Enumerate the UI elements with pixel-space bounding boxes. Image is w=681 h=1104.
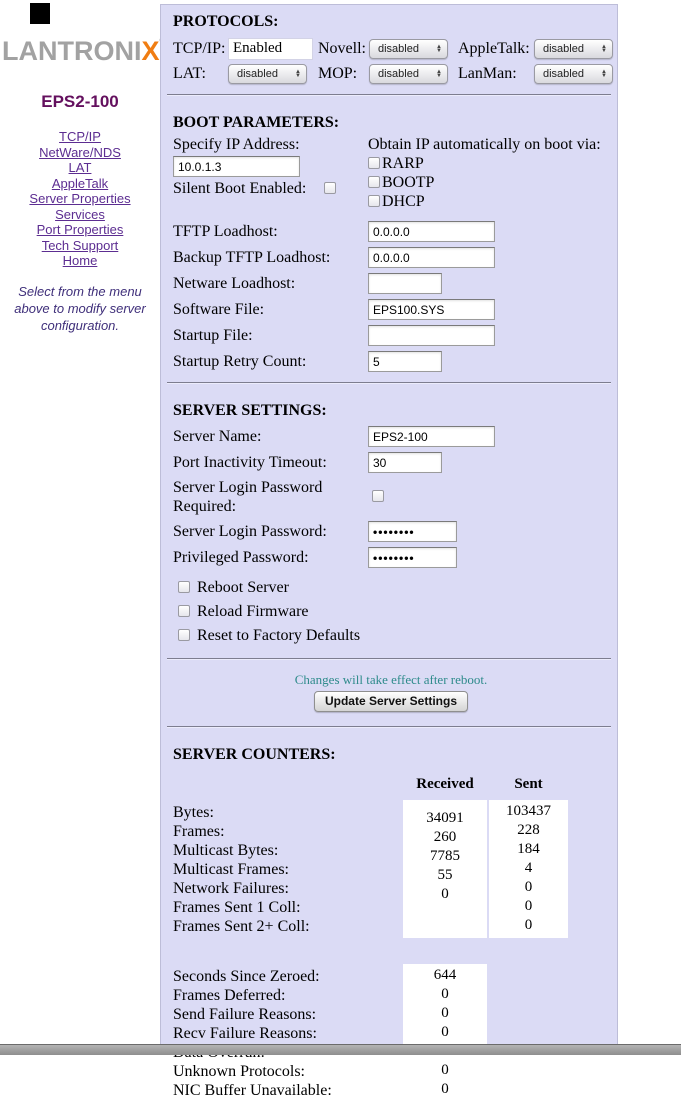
privileged-password-input[interactable]	[368, 547, 457, 568]
zeroed-value: 0	[441, 1062, 449, 1078]
obtain-ip-label: Obtain IP automatically on boot via:	[368, 136, 601, 153]
password-required-label: Server Login Password Required:	[173, 479, 323, 515]
reload-firmware-row	[178, 600, 609, 624]
settings-title: SERVER SETTINGS:	[173, 402, 327, 419]
boot-fields	[173, 221, 609, 372]
counter-labels	[161, 964, 617, 1100]
zeroed-values-box	[403, 964, 487, 1104]
startup-file-label: Startup File:	[173, 326, 253, 344]
sent-value: 0	[524, 898, 533, 914]
lanman-select-value: disabled	[543, 68, 584, 80]
server-name-label: Server Name:	[173, 427, 262, 445]
netware-loadhost-label: Netware Loadhost:	[173, 274, 296, 292]
sent-value: 103437	[506, 803, 551, 819]
sidebar-item-port-properties[interactable]: Port Properties	[36, 222, 124, 237]
tftp-loadhost-input[interactable]	[368, 221, 495, 242]
tcpip-status-field[interactable]: Enabled	[228, 38, 313, 60]
counter-label: Frames Sent 1 Coll:	[173, 899, 301, 916]
select-arrows-icon: ▲ ▼	[436, 43, 442, 54]
dhcp-checkbox[interactable]	[368, 195, 380, 207]
silent-boot-label: Silent Boot Enabled:	[173, 180, 307, 197]
dhcp-option	[368, 192, 609, 211]
sidebar-item-tech-support[interactable]: Tech Support	[41, 237, 119, 253]
counter-label: Frames Deferred:	[173, 987, 286, 1004]
startup-file-input[interactable]	[368, 325, 495, 346]
bootp-checkbox[interactable]	[368, 176, 380, 188]
lat-label: LAT:	[173, 65, 206, 82]
appletalk-select[interactable]	[534, 39, 613, 59]
bootp-option	[368, 173, 609, 192]
section-server-settings	[161, 394, 617, 648]
received-value: 34091	[426, 810, 464, 826]
settings-fields	[173, 426, 609, 568]
rarp-label: RARP	[382, 155, 424, 172]
password-required-checkbox[interactable]	[372, 490, 384, 502]
sent-value: 228	[517, 822, 540, 838]
rarp-checkbox[interactable]	[368, 157, 380, 169]
specify-ip-label: Specify IP Address:	[173, 136, 300, 153]
window-bottom-bar	[0, 1044, 681, 1055]
counter-label: Recv Failure Reasons:	[173, 1025, 317, 1042]
netware-loadhost-input[interactable]	[368, 273, 442, 294]
novell-select[interactable]	[369, 39, 448, 59]
sidebar-nav	[0, 129, 160, 269]
reboot-server-label: Reboot Server	[197, 579, 289, 596]
server-name-input[interactable]	[368, 426, 495, 447]
counters-block-1	[161, 800, 617, 938]
reload-firmware-checkbox[interactable]	[178, 605, 190, 617]
silent-boot-row	[173, 180, 368, 198]
backup-tftp-loadhost-label: Backup TFTP Loadhost:	[173, 248, 331, 266]
sidebar-item-lat[interactable]: LAT	[68, 160, 92, 175]
zeroed-value: 0	[441, 1005, 449, 1021]
server-login-password-input[interactable]	[368, 521, 457, 542]
port-inactivity-timeout-label: Port Inactivity Timeout:	[173, 453, 327, 471]
mop-select-value: disabled	[378, 68, 419, 80]
select-arrows-icon: ▲ ▼	[295, 68, 301, 79]
section-boot-parameters	[161, 106, 617, 372]
lat-select[interactable]	[228, 64, 307, 84]
rarp-option	[368, 154, 609, 173]
counter-label: Unknown Protocols:	[173, 1063, 305, 1080]
received-values-box	[403, 800, 487, 938]
zeroed-value: 0	[441, 1081, 449, 1097]
sidebar	[0, 0, 160, 1055]
software-file-label: Software File:	[173, 300, 265, 318]
tcpip-label: TCP/IP:	[173, 40, 226, 57]
protocols-grid	[173, 38, 609, 84]
reboot-server-row	[178, 576, 609, 600]
section-protocols	[161, 5, 617, 84]
port-inactivity-timeout-input[interactable]	[368, 452, 442, 473]
counters-header-row	[161, 776, 617, 796]
logo-text: LANTRONI	[2, 36, 142, 66]
sidebar-note: Select from the menu above to modify server configuration.	[14, 284, 146, 333]
divider	[167, 94, 611, 96]
novell-select-value: disabled	[378, 43, 419, 55]
select-arrows-icon: ▲ ▼	[436, 68, 442, 79]
counter-label: Seconds Since Zeroed:	[173, 968, 320, 985]
counters-block-2	[161, 964, 617, 1104]
bootp-label: BOOTP	[382, 174, 435, 191]
server-login-password-label: Server Login Password:	[173, 522, 327, 540]
zeroed-value: 0	[441, 1024, 449, 1040]
boot-right-col	[368, 136, 609, 211]
appletalk-label: AppleTalk:	[458, 40, 530, 57]
zeroed-value: 644	[433, 967, 457, 983]
counter-label: Frames:	[173, 823, 225, 840]
sent-value: 4	[524, 860, 533, 876]
divider	[167, 658, 611, 660]
factory-defaults-label: Reset to Factory Defaults	[197, 627, 361, 644]
sidebar-item-services[interactable]: Services	[55, 206, 105, 222]
sidebar-item-tcpip[interactable]: TCP/IP	[59, 129, 101, 144]
software-file-input[interactable]	[368, 299, 495, 320]
boot-top-row	[173, 136, 609, 211]
broken-image-placeholder	[30, 3, 50, 24]
divider	[167, 382, 611, 384]
appletalk-select-value: disabled	[543, 43, 584, 55]
zeroed-value: 0	[441, 986, 449, 1002]
received-column-header: Received	[416, 776, 474, 792]
boot-left-col	[173, 136, 368, 211]
reboot-server-checkbox[interactable]	[178, 581, 190, 593]
reboot-notice: Changes will take effect after reboot.	[294, 672, 488, 687]
lanman-label: LanMan:	[458, 65, 517, 82]
device-name: EPS2-100	[41, 92, 119, 111]
received-value: 55	[437, 867, 453, 883]
sidebar-item-home[interactable]: Home	[62, 253, 98, 268]
counter-label: Send Failure Reasons:	[173, 1006, 317, 1023]
protocols-title: PROTOCOLS:	[173, 13, 279, 30]
ip-address-input[interactable]	[173, 156, 300, 177]
update-server-settings-button[interactable]: Update Server Settings	[314, 691, 468, 712]
section-server-counters	[161, 738, 617, 764]
sent-value: 0	[524, 917, 533, 933]
reload-firmware-label: Reload Firmware	[197, 603, 309, 620]
counter-label: Bytes:	[173, 804, 214, 821]
select-arrows-icon: ▲ ▼	[601, 43, 607, 54]
received-value: 0	[441, 886, 449, 902]
factory-defaults-row	[178, 624, 609, 648]
received-value: 260	[433, 829, 457, 845]
logo-x: X	[141, 36, 160, 66]
mop-select[interactable]	[369, 64, 448, 84]
silent-boot-checkbox[interactable]	[324, 182, 336, 194]
counter-label: NIC Buffer Unavailable:	[173, 1082, 332, 1099]
lat-select-value: disabled	[237, 68, 278, 80]
sidebar-item-netware-nds[interactable]: NetWare/NDS	[39, 144, 121, 160]
dhcp-label: DHCP	[382, 193, 425, 210]
sent-value: 0	[524, 879, 533, 895]
config-panel	[160, 4, 618, 1099]
startup-retry-count-label: Startup Retry Count:	[173, 352, 307, 370]
received-value: 7785	[430, 848, 460, 864]
startup-retry-count-input[interactable]	[368, 351, 442, 372]
sidebar-item-appletalk[interactable]: AppleTalk	[51, 175, 109, 191]
counter-label: Multicast Bytes:	[173, 842, 279, 859]
counters-title: SERVER COUNTERS:	[173, 746, 336, 763]
sidebar-item-server-properties[interactable]: Server Properties	[29, 191, 131, 206]
counter-label: Multicast Frames:	[173, 861, 289, 878]
backup-tftp-loadhost-input[interactable]	[368, 247, 495, 268]
novell-label: Novell:	[318, 40, 366, 57]
counter-label: Network Failures:	[173, 880, 289, 897]
factory-defaults-checkbox[interactable]	[178, 629, 190, 641]
divider	[167, 726, 611, 728]
select-arrows-icon: ▲ ▼	[601, 68, 607, 79]
section-update	[161, 672, 617, 712]
mop-label: MOP:	[318, 65, 358, 82]
lanman-select[interactable]	[534, 64, 613, 84]
sent-values-box	[489, 800, 568, 938]
boot-title: BOOT PARAMETERS:	[173, 114, 340, 131]
sent-value: 184	[517, 841, 540, 857]
settings-checkbox-list	[173, 576, 609, 648]
lantronix-logo	[2, 36, 160, 67]
counter-label: Frames Sent 2+ Coll:	[173, 918, 310, 935]
tftp-loadhost-label: TFTP Loadhost:	[173, 222, 278, 240]
sent-column-header: Sent	[514, 776, 543, 792]
privileged-password-label: Privileged Password:	[173, 548, 309, 566]
